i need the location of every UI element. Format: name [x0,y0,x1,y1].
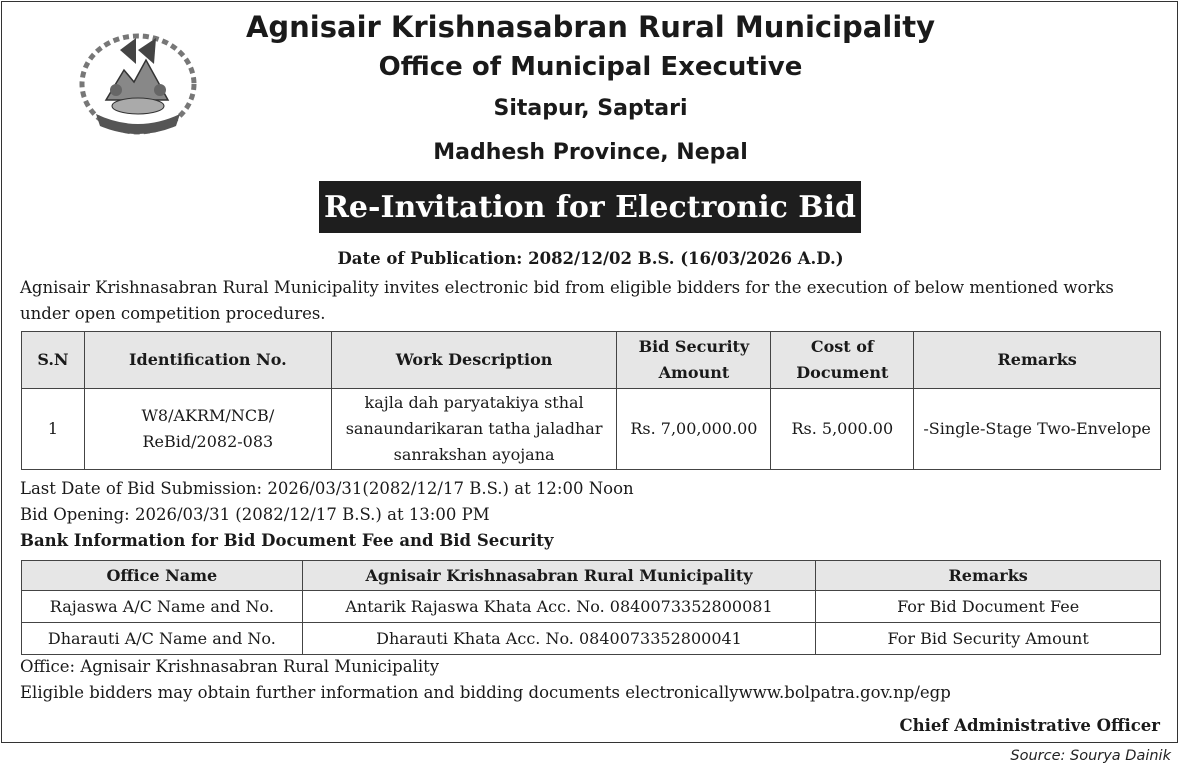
bank-table [21,560,1161,655]
cell-sn: 1 [22,389,85,470]
col-municipality: Agnisair Krishnasabran Rural Municipality [302,561,816,591]
bid-opening-line: Bid Opening: 2026/03/31 (2082/12/17 B.S.) at 13:00 PM [20,505,490,524]
col-bank-remarks: Remarks [816,561,1161,591]
table-row [22,389,1161,470]
source-credit: Source: Sourya Dainik [1010,748,1171,764]
signatory: Chief Administrative Officer [899,716,1160,735]
works-table [21,331,1161,470]
bank-info-title: Bank Information for Bid Document Fee and Bid Security [20,531,554,550]
col-description: Work Description [331,332,617,389]
cell-bank-remarks: For Bid Security Amount [816,623,1161,655]
last-date-line: Last Date of Bid Submission: 2026/03/31(2082/12/17 B.S.) at 12:00 Noon [20,479,634,498]
location-line: Sitapur, Saptari [493,96,688,121]
province-line: Madhesh Province, Nepal [433,140,748,165]
col-sn: S.N [22,332,85,389]
cell-description: kajla dah paryatakiya sthal sanaundarikaran tatha jaladhar sanrakshan ayojana [331,389,617,470]
table-row [22,591,1161,623]
office-name: Office of Municipal Executive [378,52,803,82]
publication-date: Date of Publication: 2082/12/02 B.S. (16/03/2026 A.D.) [337,249,844,268]
cell-identification: W8/AKRM/NCB/ ReBid/2082-083 [84,389,331,470]
cell-remarks: -Single-Stage Two-Envelope [914,389,1161,470]
office-line: Office: Agnisair Krishnasabran Rural Municipality [20,657,440,676]
col-cost: Cost of Document [771,332,914,389]
cell-account-name: Rajaswa A/C Name and No. [22,591,303,623]
cell-account-name: Dharauti A/C Name and No. [22,623,303,655]
cell-bid-security: Rs. 7,00,000.00 [617,389,771,470]
cell-cost: Rs. 5,000.00 [771,389,914,470]
bank-table-header [22,561,1161,591]
nepal-emblem-icon [76,30,200,138]
cell-bank-remarks: For Bid Document Fee [816,591,1161,623]
col-office-name: Office Name [22,561,303,591]
col-identification: Identification No. [84,332,331,389]
info-line: Eligible bidders may obtain further information and bidding documents electronicallywww.bolpatra.gov.np/egp [20,683,951,702]
municipality-name: Agnisair Krishnasabran Rural Municipality [245,10,936,44]
table-row [22,623,1161,655]
cell-account-number: Dharauti Khata Acc. No. 0840073352800041 [302,623,816,655]
col-remarks: Remarks [914,332,1161,389]
cell-account-number: Antarik Rajaswa Khata Acc. No. 0840073352800081 [302,591,816,623]
works-table-header [22,332,1161,389]
notice-title: Re-Invitation for Electronic Bid [319,181,861,233]
intro-paragraph: Agnisair Krishnasabran Rural Municipality invites electronic bid from eligible bidders for the execution of below mentioned works under open competition procedures. [20,278,1114,323]
col-bid-security: Bid Security Amount [617,332,771,389]
